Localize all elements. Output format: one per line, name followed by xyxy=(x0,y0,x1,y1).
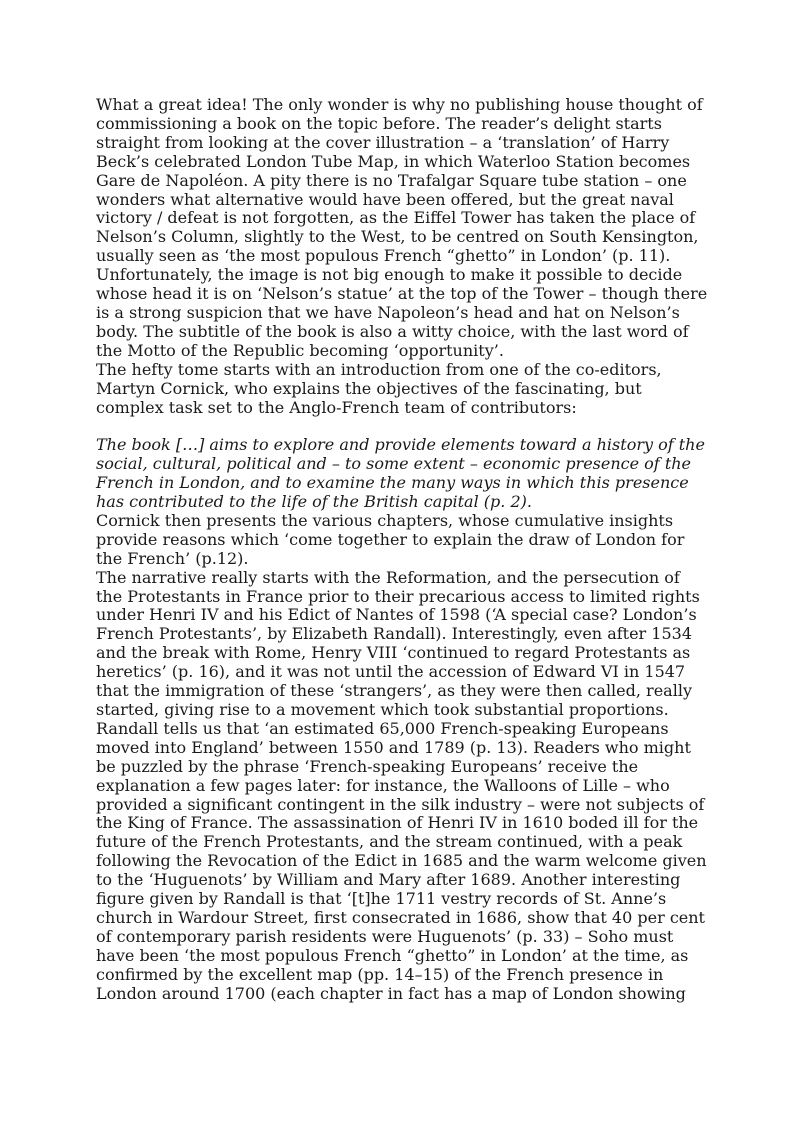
paragraph-reformation: The narrative really starts with the Reformation, and the persecution of the Protestants in France prior to their precarious access to limited rights under Henri IV and his Edict of Nantes of 1598 (‘A special case? London’s French Protestants’, by Elizabeth Randall). Interestingly, even after 1534 and the break with Rome, Henry VIII ‘continued to regard Protestants as heretics’ (p. 16), and it was not until the accession of Edward VI in 1547 that the immigration of these ‘strangers’, as they were then called, really started, giving rise to a movement which took substantial proportions. Randall tells us that ‘an estimated 65,000 French-speaking Europeans moved into England’ between 1550 and 1789 (p. 13). Readers who might be puzzled by the phrase ‘French-speaking Europeans’ receive the explanation a few pages later: for instance, the Walloons of Lille – who provided a significant contingent in the silk industry – were not subjects of the King of France. The assassination of Henri IV in 1610 boded ill for the future of the French Protestants, and the stream continued, with a peak following the Revocation of the Edict in 1685 and the warm welcome given to the ‘Huguenots’ by William and Mary after 1689. Another interesting figure given by Randall is that ‘[t]he 1711 vestry records of St. Anne’s church in Wardour Street, first consecrated in 1686, show that 40 per cent of contemporary parish residents were Huguenots’ (p. 33) – Soho must have been ‘the most populous French “ghetto” in London’ at the time, as confirmed by the excellent map (pp. 14–15) of the French presence in London around 1700 (each chapter in fact has a map of London showing xyxy=(96,567,707,1003)
paragraph-introduction: The hefty tome starts with an introduction from one of the co-editors, Martyn Cornick, who explains the objectives of the fascinating, but complex task set to the Anglo-French team of contributors: xyxy=(96,359,662,417)
block-quote: The book […] aims to explore and provide elements toward a history of the social, cultural, political and – to some extent – economic presence of the French in London, and to examine the many ways in which this presence has contributed to the life of the British capital (p. 2). xyxy=(96,435,705,512)
paragraph-cover-illustration: What a great idea! The only wonder is why no publishing house thought of commissioning a book on the topic before. The reader’s delight starts straight from looking at the cover illustration – a ‘translation’ of Harry Beck’s celebrated London Tube Map, in which Waterloo Station becomes Gare de Napoléon. A pity there is no Trafalgar Square tube station – one wonders what alternative would have been offered, but the great naval victory / defeat is not forgotten, as the Eiffel Tower has taken the place of Nelson’s Column, slightly to the West, to be centred on South Kensington, usually seen as ‘the most populous French “ghetto” in London’ (p. 11). Unfortunately, the image is not big enough to make it possible to decide whose head it is on ‘Nelson’s statue’ at the top of the Tower – though there is a strong suspicion that we have Napoleon’s head and hat on Nelson’s body. The subtitle of the book is also a witty choice, with the last word of the Motto of the Republic becoming ‘opportunity’. xyxy=(96,95,708,360)
document-page xyxy=(96,96,708,1003)
paragraph-chapters: Cornick then presents the various chapters, whose cumulative insights provide reasons which ‘come together to explain the draw of London for the French’ (p.12). xyxy=(96,510,685,568)
paragraph-spacer xyxy=(96,417,708,436)
